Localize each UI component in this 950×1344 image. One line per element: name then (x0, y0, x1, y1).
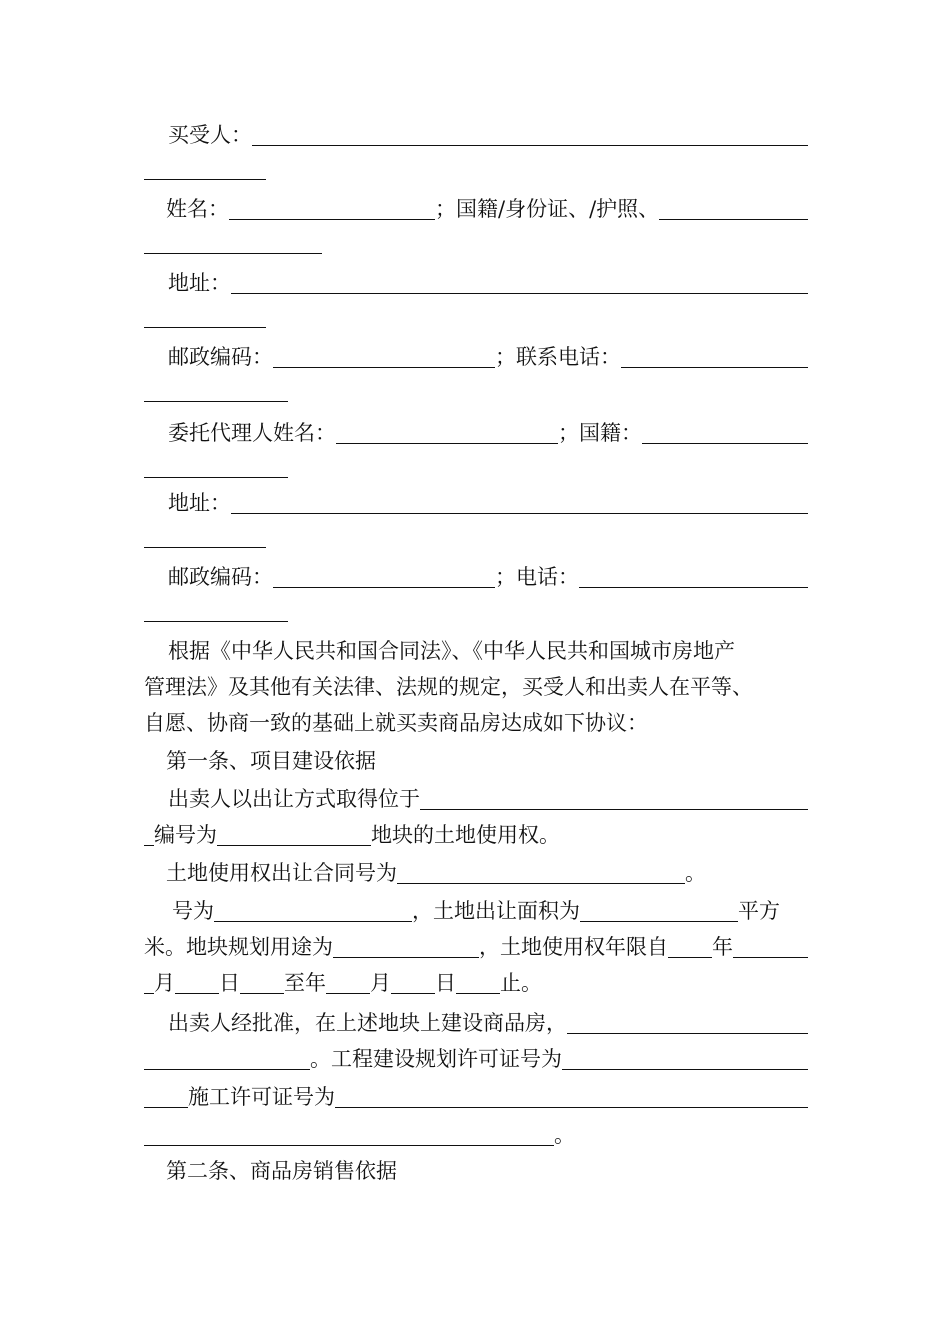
preamble-line-2 (144, 672, 808, 702)
area-line (144, 896, 808, 926)
article2-heading (144, 1156, 808, 1186)
area-text: ，土地出让面积为 (412, 899, 580, 923)
term-text: ，土地使用权年限自 (479, 935, 668, 959)
end-extra-blank[interactable] (456, 973, 500, 994)
agent-phone-continuation (144, 596, 808, 626)
agent-phone-blank-cont[interactable] (144, 601, 288, 622)
to-year-label: 至年 (284, 971, 326, 995)
agent-address-continuation (144, 522, 808, 552)
agent-address-label: 地址： (168, 491, 231, 515)
phone-blank[interactable] (621, 347, 808, 368)
number-text: 号为 (172, 899, 214, 923)
construction-continuation (144, 1120, 808, 1150)
approval-line (144, 1008, 808, 1038)
id-continuation (144, 228, 808, 258)
planning-blank[interactable] (562, 1049, 808, 1070)
agent-address-blank[interactable] (231, 493, 808, 514)
land-number-text: 编号为 (154, 823, 217, 847)
phone-continuation (144, 376, 808, 406)
approval-text: 出卖人经批准，在上述地块上建设商品房， (168, 1011, 567, 1035)
buyer-line (144, 120, 808, 150)
preamble-line-1 (144, 636, 808, 666)
agent-nationality-continuation (144, 452, 808, 482)
preamble-text-2: 管理法》及其他有关法律、法规的规定，买受人和出卖人在平等、 (144, 675, 753, 699)
construction-blank-cont[interactable] (144, 1125, 554, 1146)
name-label: 姓名： (166, 197, 229, 221)
postcode-blank[interactable] (273, 347, 495, 368)
approval-blank[interactable] (567, 1013, 808, 1034)
land-location-blank-cont[interactable] (144, 825, 154, 846)
article1-heading (144, 746, 808, 776)
contract-number-text: 土地使用权出让合同号为 (166, 861, 397, 885)
address-blank[interactable] (231, 273, 808, 294)
phone-label: ；联系电话： (495, 345, 621, 369)
end-label: 止。 (500, 971, 542, 995)
agent-postcode-label: 邮政编码： (168, 565, 273, 589)
approval-blank-cont[interactable] (144, 1049, 310, 1070)
name-line (144, 194, 808, 224)
area-blank[interactable] (580, 901, 738, 922)
agent-address-line (144, 488, 808, 518)
term-date-line (144, 968, 808, 998)
agent-nationality-label: ；国籍： (558, 421, 642, 445)
address-blank-cont[interactable] (144, 307, 266, 328)
preamble-line-3 (144, 708, 808, 738)
postcode-line (144, 342, 808, 372)
agent-address-blank-cont[interactable] (144, 527, 266, 548)
start-month-blank[interactable] (733, 937, 808, 958)
agent-phone-blank[interactable] (579, 567, 808, 588)
article2-heading-text: 第二条、商品房销售依据 (166, 1159, 397, 1183)
buyer-continuation (144, 154, 808, 184)
agent-phone-label: ；电话： (495, 565, 579, 589)
agent-name-blank[interactable] (336, 423, 558, 444)
address-label: 地址： (168, 271, 231, 295)
contract-number-period: 。 (685, 861, 706, 885)
agent-postcode-blank[interactable] (273, 567, 495, 588)
postcode-label: 邮政编码： (168, 345, 273, 369)
use-term-line (144, 932, 808, 962)
day-label-1: 日 (219, 971, 240, 995)
land-location-line (144, 784, 808, 814)
agent-name-line (144, 418, 808, 448)
month-label-2: 月 (370, 971, 391, 995)
land-number-blank[interactable] (217, 825, 371, 846)
area-unit-2: 米。地块规划用途为 (144, 935, 333, 959)
year-label: 年 (712, 935, 733, 959)
buyer-blank[interactable] (252, 125, 808, 146)
preamble-text-1: 根据《中华人民共和国合同法》、《中华人民共和国城市房地产 (168, 639, 735, 663)
address-line (144, 268, 808, 298)
start-month-blank-cont[interactable] (144, 973, 154, 994)
construction-text: 施工许可证号为 (188, 1085, 335, 1109)
construction-line (144, 1082, 808, 1112)
contract-number-blank[interactable] (397, 863, 685, 884)
start-day-blank[interactable] (175, 973, 219, 994)
end-month-blank[interactable] (326, 973, 370, 994)
buyer-label: 买受人： (168, 123, 252, 147)
land-number-line (144, 820, 808, 850)
month-label-1: 月 (154, 971, 175, 995)
planning-text: 。工程建设规划许可证号为 (310, 1047, 562, 1071)
construction-period: 。 (554, 1123, 575, 1147)
agent-nationality-blank[interactable] (642, 423, 808, 444)
area-unit-1: 平方 (738, 899, 780, 923)
nationality-id-label: ；国籍/身份证、/护照、 (435, 197, 660, 221)
buyer-blank-cont[interactable] (144, 159, 266, 180)
use-blank[interactable] (333, 937, 479, 958)
agent-nationality-blank-cont[interactable] (144, 457, 288, 478)
preamble-text-3: 自愿、协商一致的基础上就买卖商品房达成如下协议： (144, 711, 648, 735)
phone-blank-cont[interactable] (144, 381, 288, 402)
address-continuation (144, 302, 808, 332)
land-location-text: 出卖人以出让方式取得位于 (168, 787, 420, 811)
end-year-blank[interactable] (240, 973, 284, 994)
id-blank-cont[interactable] (144, 233, 322, 254)
number-blank[interactable] (214, 901, 412, 922)
planning-line (144, 1044, 808, 1074)
agent-postcode-line (144, 562, 808, 592)
day-label-2: 日 (435, 971, 456, 995)
end-day-blank[interactable] (391, 973, 435, 994)
contract-number-line (144, 858, 808, 888)
land-location-blank[interactable] (420, 789, 808, 810)
land-right-text: 地块的土地使用权。 (371, 823, 560, 847)
id-blank[interactable] (659, 199, 808, 220)
planning-blank-cont[interactable] (144, 1087, 188, 1108)
construction-blank[interactable] (335, 1087, 808, 1108)
agent-name-label: 委托代理人姓名： (168, 421, 336, 445)
article1-heading-text: 第一条、项目建设依据 (166, 749, 376, 773)
start-year-blank[interactable] (668, 937, 712, 958)
name-blank[interactable] (229, 199, 435, 220)
